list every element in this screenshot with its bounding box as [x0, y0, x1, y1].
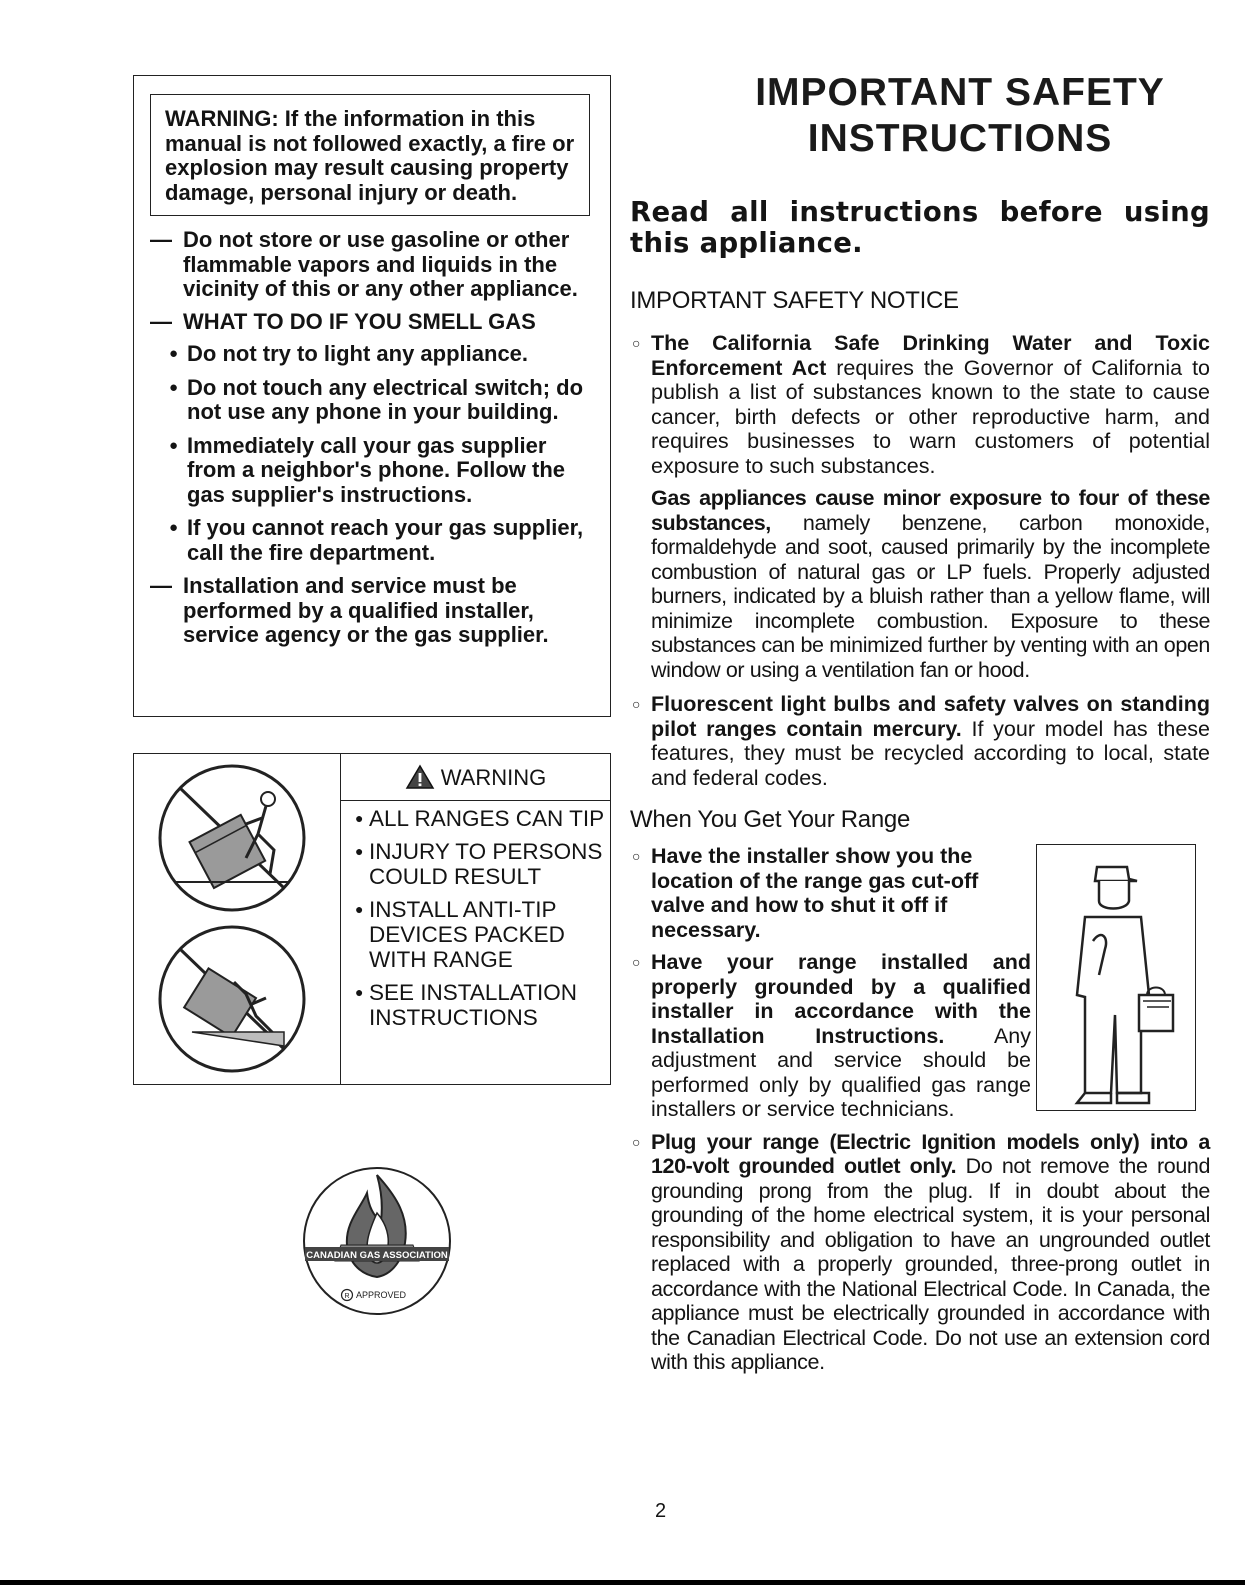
bullet-icon: ○: [632, 954, 641, 970]
warning-sub-item-text: Do not try to light any appliance.: [187, 341, 529, 366]
range-item-text: Do not remove the round grounding prong from the plug. If in doubt about the grounding of the home electrical system, it is your personal responsibility and obligation to have an ungrounded outlet replaced with a properly grounded, three-prong outlet in accordance with the National Electrical Code. In Canada, the appliance must be electrically grounded in accordance with the Canadian Electrical Code. Do not use an extension cord with this appliance.: [651, 1154, 1211, 1374]
bullet-icon: ○: [632, 696, 641, 712]
bullet-icon: ●: [355, 984, 364, 1000]
left-column: [133, 75, 613, 1300]
logo-band-text: CANADIAN GAS ASSOCIATION: [306, 1250, 448, 1261]
bullet-icon: ●: [169, 436, 179, 454]
logo-approved-text: APPROVED: [355, 1290, 407, 1300]
warning-sub-item: [165, 342, 600, 367]
bullet-icon: ●: [355, 901, 364, 917]
gas-warning-box: [133, 75, 611, 717]
range-list: [630, 844, 1210, 1375]
cga-flame-icon: [301, 1165, 453, 1317]
warning-sub-item: [165, 376, 600, 425]
warning-sub-item-text: Do not touch any electrical switch; do not use any phone in your building.: [187, 374, 584, 424]
range-item: [630, 1130, 1210, 1375]
tip-warning-heading: [341, 754, 610, 801]
tip-warning-item-text: INSTALL ANTI-TIP DEVICES PACKED WITH RANGE: [369, 897, 565, 972]
range-tip-prohibition-icon: [134, 754, 340, 1084]
notice-item: [630, 692, 1210, 790]
tip-illustrations: [134, 754, 340, 1084]
warning-sub-item: [165, 516, 600, 565]
installer-illustration: [1036, 844, 1196, 1111]
dash-marker: —: [150, 227, 172, 252]
notice-list: [630, 331, 1210, 790]
bullet-icon: ●: [169, 378, 179, 396]
warning-item: [150, 310, 600, 335]
page-title: [710, 70, 1210, 162]
notice-item-text: requires the Governor of California to publish a list of substances known to the state to cause cancer, birth defects or other reproductive harm, and requires businesses to warn customers of potential exposure to such substances.: [651, 355, 1210, 478]
range-item-bold: Have the installer show you the location of the range gas cut-off valve and how to shut it off if necessary.: [651, 844, 979, 942]
warning-intro-text: WARNING: If the information in this manual is not followed exactly, a fire or explosion may result causing property damage, personal injury or death.: [165, 106, 575, 205]
warning-item-text: WHAT TO DO IF YOU SMELL GAS: [183, 308, 536, 334]
read-all-instructions: Read all instructions before using this appliance.: [630, 196, 1210, 259]
title-line-1: IMPORTANT SAFETY: [755, 71, 1165, 114]
range-item-bold: Plug your range (Electric Ignition models only) into a 120-volt grounded outlet only.: [651, 1129, 1210, 1178]
anti-tip-warning-box: [133, 753, 611, 1085]
tip-warning-item: [355, 980, 610, 1030]
tip-warning-item-text: INJURY TO PERSONS COULD RESULT: [369, 839, 603, 889]
tip-warning-list: [341, 801, 610, 1030]
warning-item-text: Do not store or use gasoline or other flammable vapors and liquids in the vicinity of this or any other appliance.: [183, 227, 578, 301]
bullet-icon: ●: [169, 345, 179, 362]
tip-warning-item-text: SEE INSTALLATION INSTRUCTIONS: [369, 980, 577, 1030]
bullet-icon: ●: [169, 519, 179, 536]
warning-list: [150, 228, 600, 656]
warning-sub-item: [165, 434, 600, 508]
warning-sub-item-text: Immediately call your gas supplier from a neighbor's phone. Follow the gas supplier's instructions.: [187, 432, 566, 507]
warning-item-text: Installation and service must be performed by a qualified installer, service agency or the gas supplier.: [183, 573, 549, 647]
installer-icon: [1037, 845, 1195, 1110]
page-number: 2: [655, 1500, 667, 1522]
tip-warning-heading-text: WARNING: [440, 764, 547, 790]
notice-item-text: namely benzene, carbon monoxide, formaldehyde and soot, caused primarily by the incomplete combustion of natural gas or LP fuels. Properly adjusted burners, indicated by a bluish rather than a yellow flame, will minimize incomplete combustion. Exposure to these substances can be minimized further by venting with an open window or using a ventilation fan or hood.: [651, 510, 1210, 682]
warning-item: [150, 574, 600, 648]
right-column: [630, 70, 1210, 1375]
notice-item-bold: Fluorescent light bulbs and safety valves on standing pilot ranges contain mercury.: [651, 692, 1210, 741]
tip-warning-item: [355, 806, 610, 831]
warning-triangle-icon: [405, 764, 435, 790]
notice-item: [630, 486, 1210, 682]
notice-item-bold: Gas appliances cause minor exposure to four of these substances,: [651, 486, 1210, 535]
canadian-gas-association-logo: [301, 1165, 453, 1317]
bullet-icon: ●: [355, 843, 364, 859]
notice-item-text: If your model has these features, they must be recycled according to local, state and federal codes.: [651, 716, 1210, 790]
tip-warning-item-text: ALL RANGES CAN TIP: [369, 806, 605, 831]
bottom-rule: [0, 1580, 1245, 1585]
range-item-bold: Have your range installed and properly grounded by a qualified installer in accordance with the Installation Instructions.: [651, 950, 1031, 1048]
warning-item: [150, 228, 600, 302]
dash-marker: —: [150, 573, 172, 598]
notice-item-bold: The California Safe Drinking Water and Toxic Enforcement Act: [651, 331, 1210, 380]
warning-sub-item-text: If you cannot reach your gas supplier, call the fire department.: [187, 515, 584, 565]
notice-heading: IMPORTANT SAFETY NOTICE: [630, 287, 959, 314]
dash-marker: —: [150, 308, 172, 334]
range-item-text: Any adjustment and service should be performed only by qualified gas range installers or service technicians.: [651, 1023, 1031, 1121]
bullet-icon: ●: [355, 810, 364, 826]
when-you-get-range-heading: When You Get Your Range: [630, 806, 910, 833]
bullet-icon: ○: [632, 335, 641, 351]
title-line-2: INSTRUCTIONS: [807, 117, 1113, 160]
tip-warning-item: [355, 897, 610, 972]
notice-item: [630, 331, 1210, 478]
tip-warning-text: [341, 754, 610, 1038]
bullet-icon: ○: [632, 848, 641, 864]
svg-text:R: R: [344, 1293, 350, 1300]
bullet-icon: ○: [632, 1133, 641, 1150]
range-item: [630, 950, 1031, 1122]
range-item: [630, 844, 1031, 942]
warning-intro-box: [150, 94, 590, 216]
tip-warning-item: [355, 839, 610, 889]
